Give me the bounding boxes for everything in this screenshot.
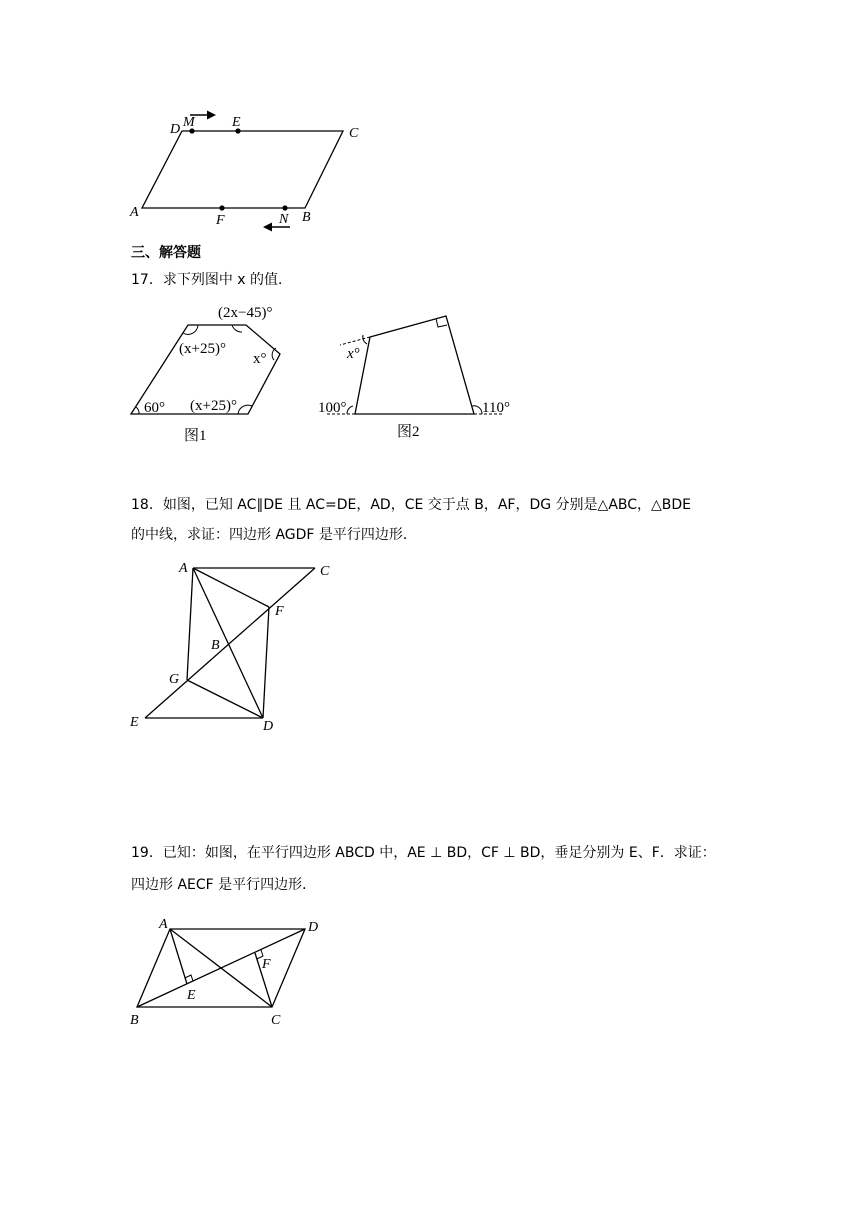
label-angle-110: 110° [482, 400, 510, 416]
label-c: C [349, 126, 359, 141]
label-angle-x-plus-25-bottom: (x+25)° [190, 398, 237, 414]
label-b: B [130, 1013, 139, 1028]
label-f: F [262, 957, 271, 972]
caption-fig1: 图1 [184, 428, 207, 444]
label-m: M [183, 115, 195, 130]
label-f: F [275, 604, 284, 619]
label-c: C [320, 564, 330, 579]
label-angle-x: x° [253, 351, 267, 367]
label-f: F [216, 213, 225, 228]
label-g: G [169, 672, 180, 687]
segment-ae [170, 929, 187, 984]
label-a: A [159, 917, 168, 932]
question-17-text: 17．求下列图中 x 的值． [131, 272, 292, 288]
label-d: D [263, 719, 274, 734]
label-angle-2x-45: (2x−45)° [218, 305, 273, 321]
label-e: E [232, 115, 241, 130]
label-d: D [170, 122, 181, 137]
diagonal-ac [170, 929, 272, 1007]
label-e: E [187, 988, 196, 1003]
label-n: N [279, 212, 289, 227]
label-b: B [211, 638, 220, 653]
label-a: A [130, 205, 139, 220]
label-angle-x-fig2: x° [347, 346, 360, 362]
section-heading: 三、解答题 [131, 245, 201, 261]
caption-fig2: 图2 [397, 424, 420, 440]
label-b: B [302, 210, 311, 225]
label-d: D [308, 920, 319, 935]
label-angle-60: 60° [144, 400, 165, 416]
question-19-line2: 四边形 AECF 是平行四边形． [131, 877, 317, 893]
label-angle-x-plus-25-top: (x+25)° [179, 341, 226, 357]
question-18-line2: 的中线，求证：四边形 AGDF 是平行四边形． [131, 527, 417, 543]
label-e: E [130, 715, 139, 730]
question-18-line1: 18．如图，已知 AC∥DE 且 AC=DE，AD，CE 交于点 B，AF，DG 分别是△ABC，△BDE [131, 497, 692, 513]
label-angle-100: 100° [318, 400, 347, 416]
label-a: A [179, 561, 188, 576]
label-c: C [271, 1013, 281, 1028]
question-19-line1: 19．已知：如图，在平行四边形 ABCD 中，AE ⊥ BD，CF ⊥ BD，垂足分别为 E、F．求证： [131, 845, 716, 861]
